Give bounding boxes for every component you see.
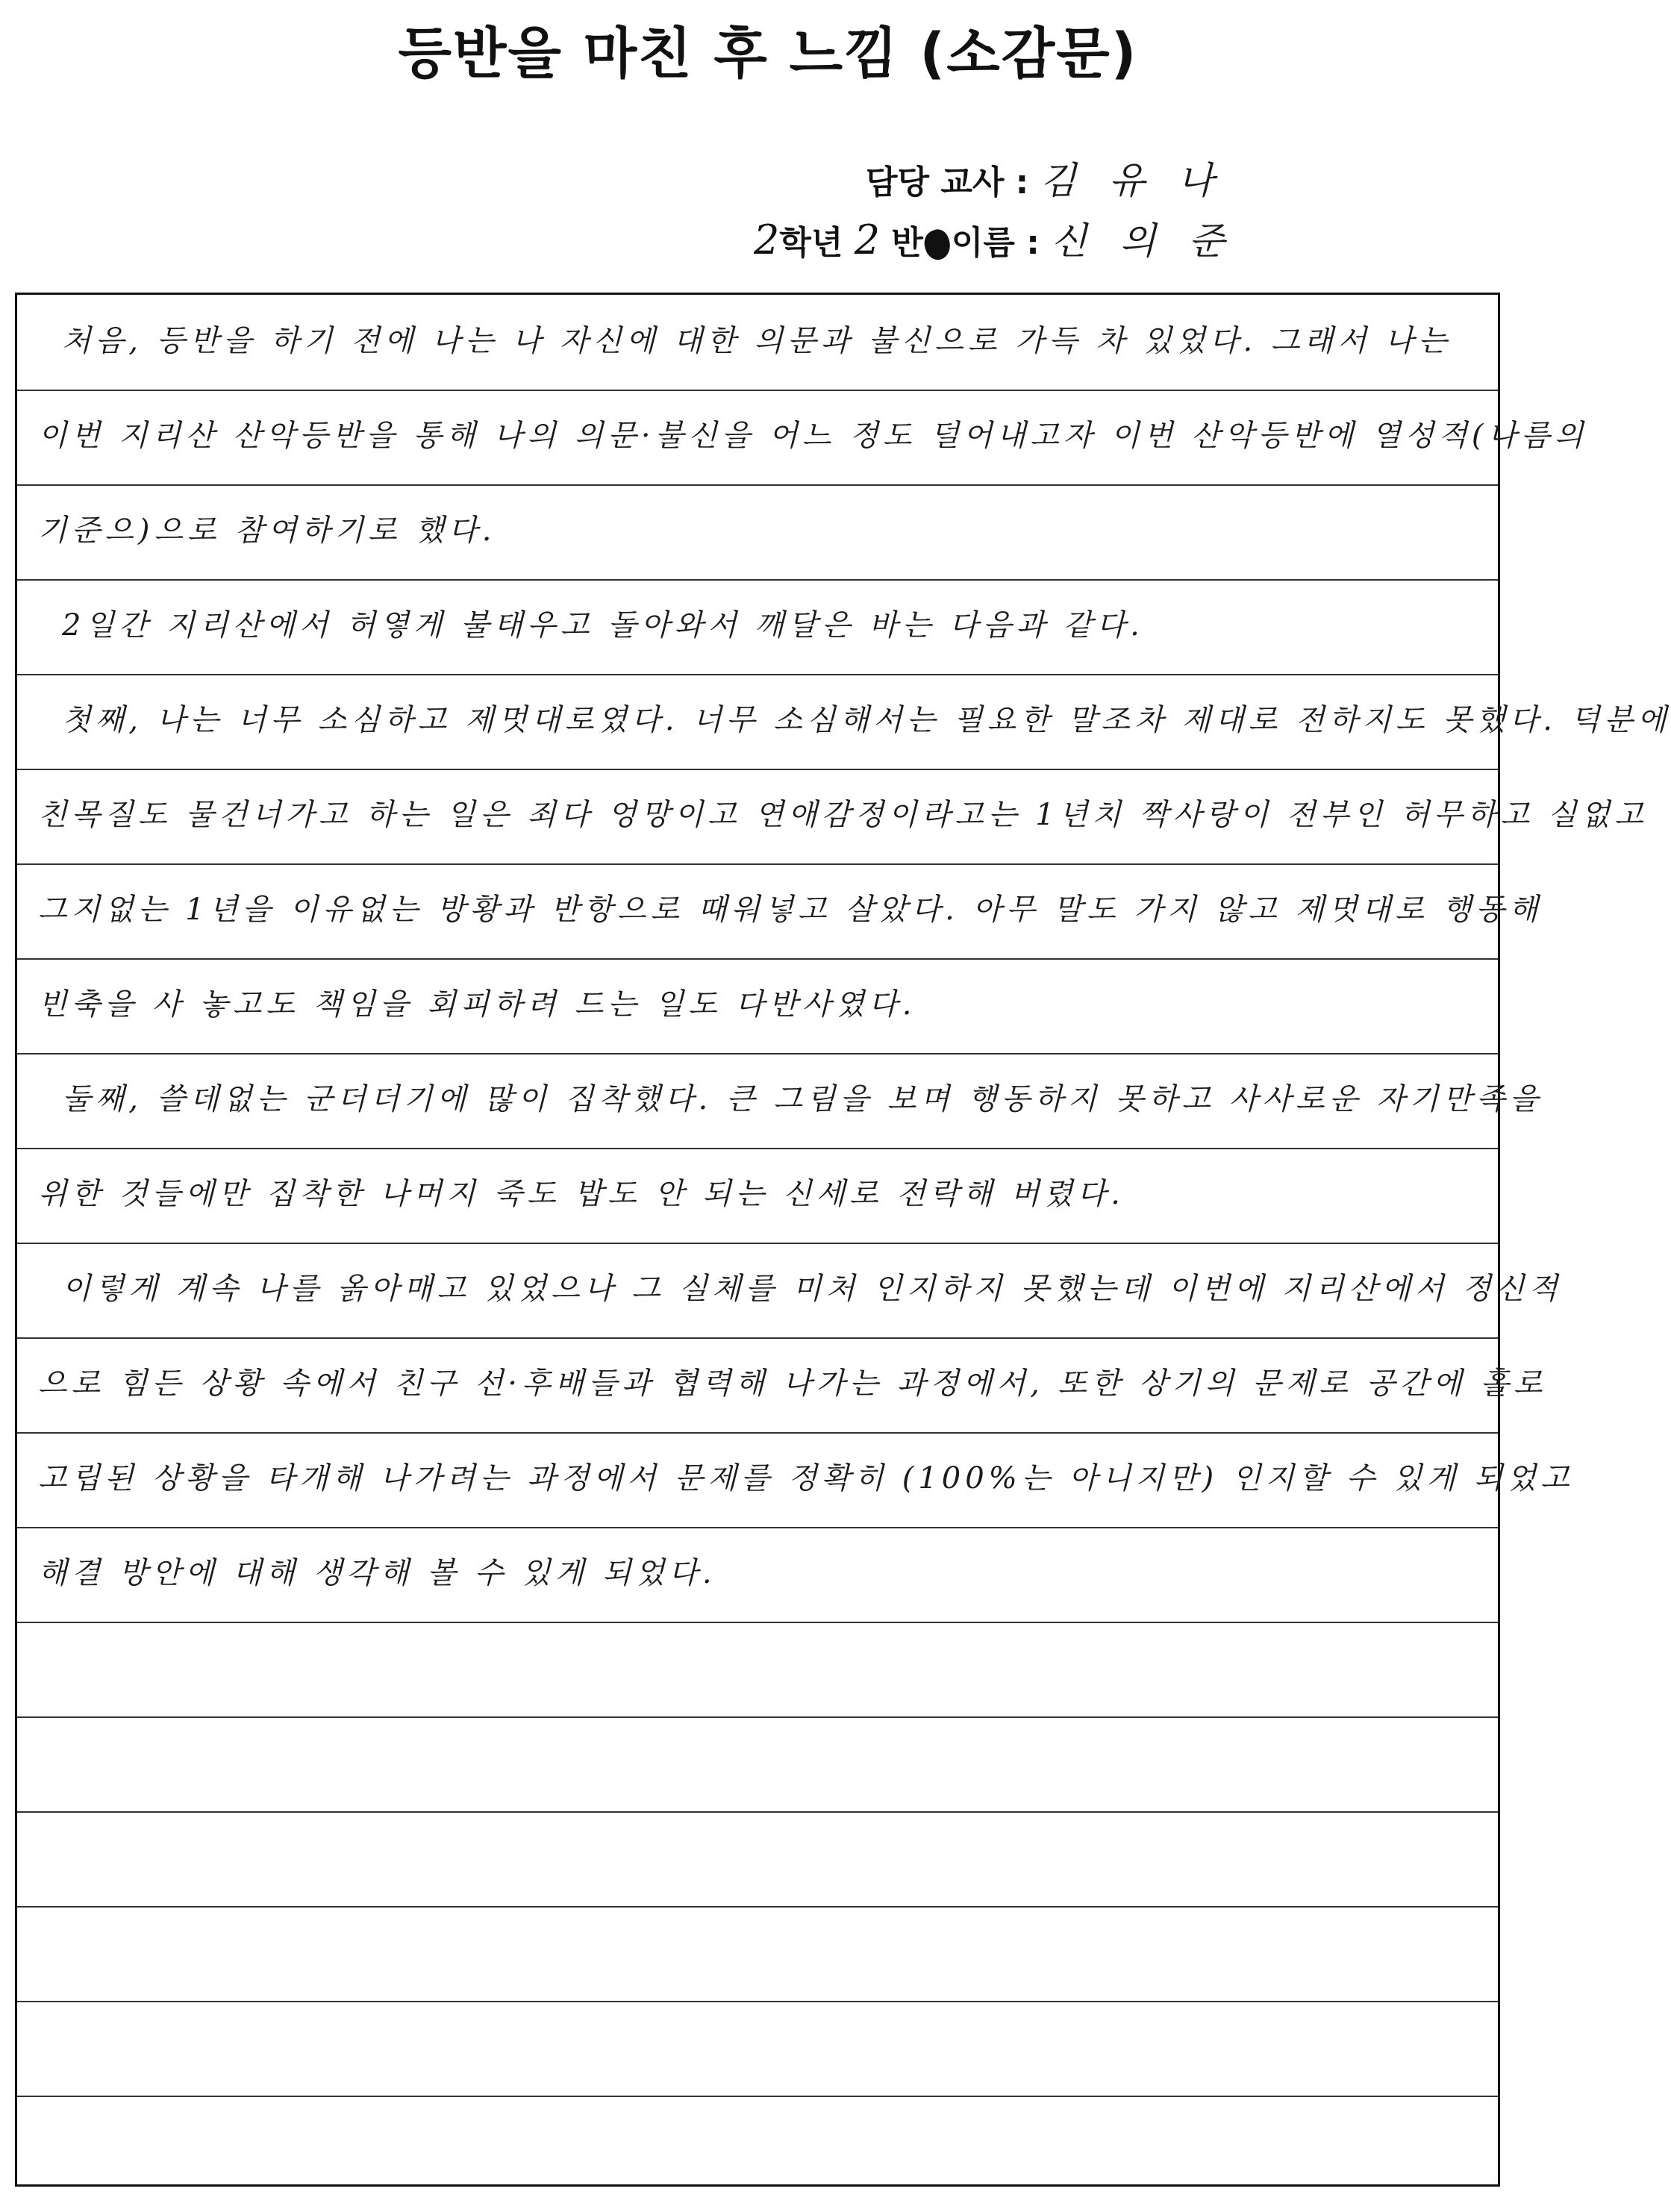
teacher-name: 김 유 나 [1040, 159, 1225, 202]
ruled-line [17, 1811, 1498, 1813]
teacher-row [866, 158, 1224, 205]
essay-line: 첫째, 나는 너무 소심하고 제멋대로였다. 너무 소심해서는 필요한 말조차 제대로 전하지도 못했다. 덕분에 [62, 703, 1671, 737]
essay-line: 기준으)으로 참여하기로 했다. [38, 513, 496, 548]
essay-line: 처음, 등반을 하기 전에 나는 나 자신에 대한 의문과 불신으로 가득 차 있었다. 그래서 나는 [62, 324, 1452, 358]
essay-line: 해결 방안에 대해 생각해 볼 수 있게 되었다. [38, 1556, 716, 1590]
ruled-writing-sheet [15, 293, 1671, 2187]
student-name: 신 의 준 [1051, 219, 1235, 263]
essay-line: 위한 것들에만 집착한 나머지 죽도 밥도 안 되는 신세로 전락해 버렸다. [38, 1177, 1125, 1211]
name-label: 이름 : [951, 224, 1040, 262]
ruled-line [17, 1906, 1498, 1908]
essay-line: 으로 힘든 상황 속에서 친구 선·후배들과 협력해 나가는 과정에서, 또한 상기의 문제로 공간에 홀로 [38, 1366, 1547, 1401]
class-number: 2 [854, 216, 881, 263]
grade-label: 학년 [779, 224, 843, 262]
class-label: 반 [891, 224, 923, 262]
ruled-line [17, 2001, 1498, 2002]
ruled-line [17, 1716, 1498, 1718]
essay-line: 이번 지리산 산악등반을 통해 나의 의문·불신을 어느 정도 덜어내고자 이번 산악등반에 열성적(나름의 [38, 419, 1588, 453]
essay-line: 이렇게 계속 나를 옭아매고 있었으나 그 실체를 미처 인지하지 못했는데 이번에 지리산에서 정신적 [62, 1272, 1563, 1306]
ink-scribble-icon [920, 226, 955, 263]
essay-line: 그지없는 1년을 이유없는 방황과 반항으로 때워넣고 살았다. 아무 말도 가지 않고 제멋대로 행동해 [38, 893, 1543, 927]
student-row [754, 218, 1235, 266]
page-title: 등반을 마친 후 느낌 (소감문) [398, 22, 1138, 86]
essay-line: 2일간 지리산에서 허옇게 불태우고 돌아와서 깨달은 바는 다음과 같다. [62, 608, 1144, 643]
essay-line: 고립된 상황을 타개해 나가려는 과정에서 문제를 정확히 (100%는 아니지만) 인지할 수 있게 되었고 [38, 1461, 1574, 1496]
essay-line: 친목질도 물건너가고 하는 일은 죄다 엉망이고 연애감정이라고는 1년치 짝사랑이 전부인 허무하고 실없고 [38, 798, 1648, 832]
essay-line: 둘째, 쓸데없는 군더더기에 많이 집착했다. 큰 그림을 보며 행동하지 못하고 사사로운 자기만족을 [62, 1082, 1543, 1116]
ruled-line [17, 1622, 1498, 1623]
essay-line: 빈축을 사 놓고도 책임을 회피하려 드는 일도 다반사였다. [38, 987, 916, 1022]
grade-number: 2 [754, 216, 780, 263]
ruled-line [17, 2096, 1498, 2097]
teacher-label: 담당 교사 : [866, 163, 1029, 201]
